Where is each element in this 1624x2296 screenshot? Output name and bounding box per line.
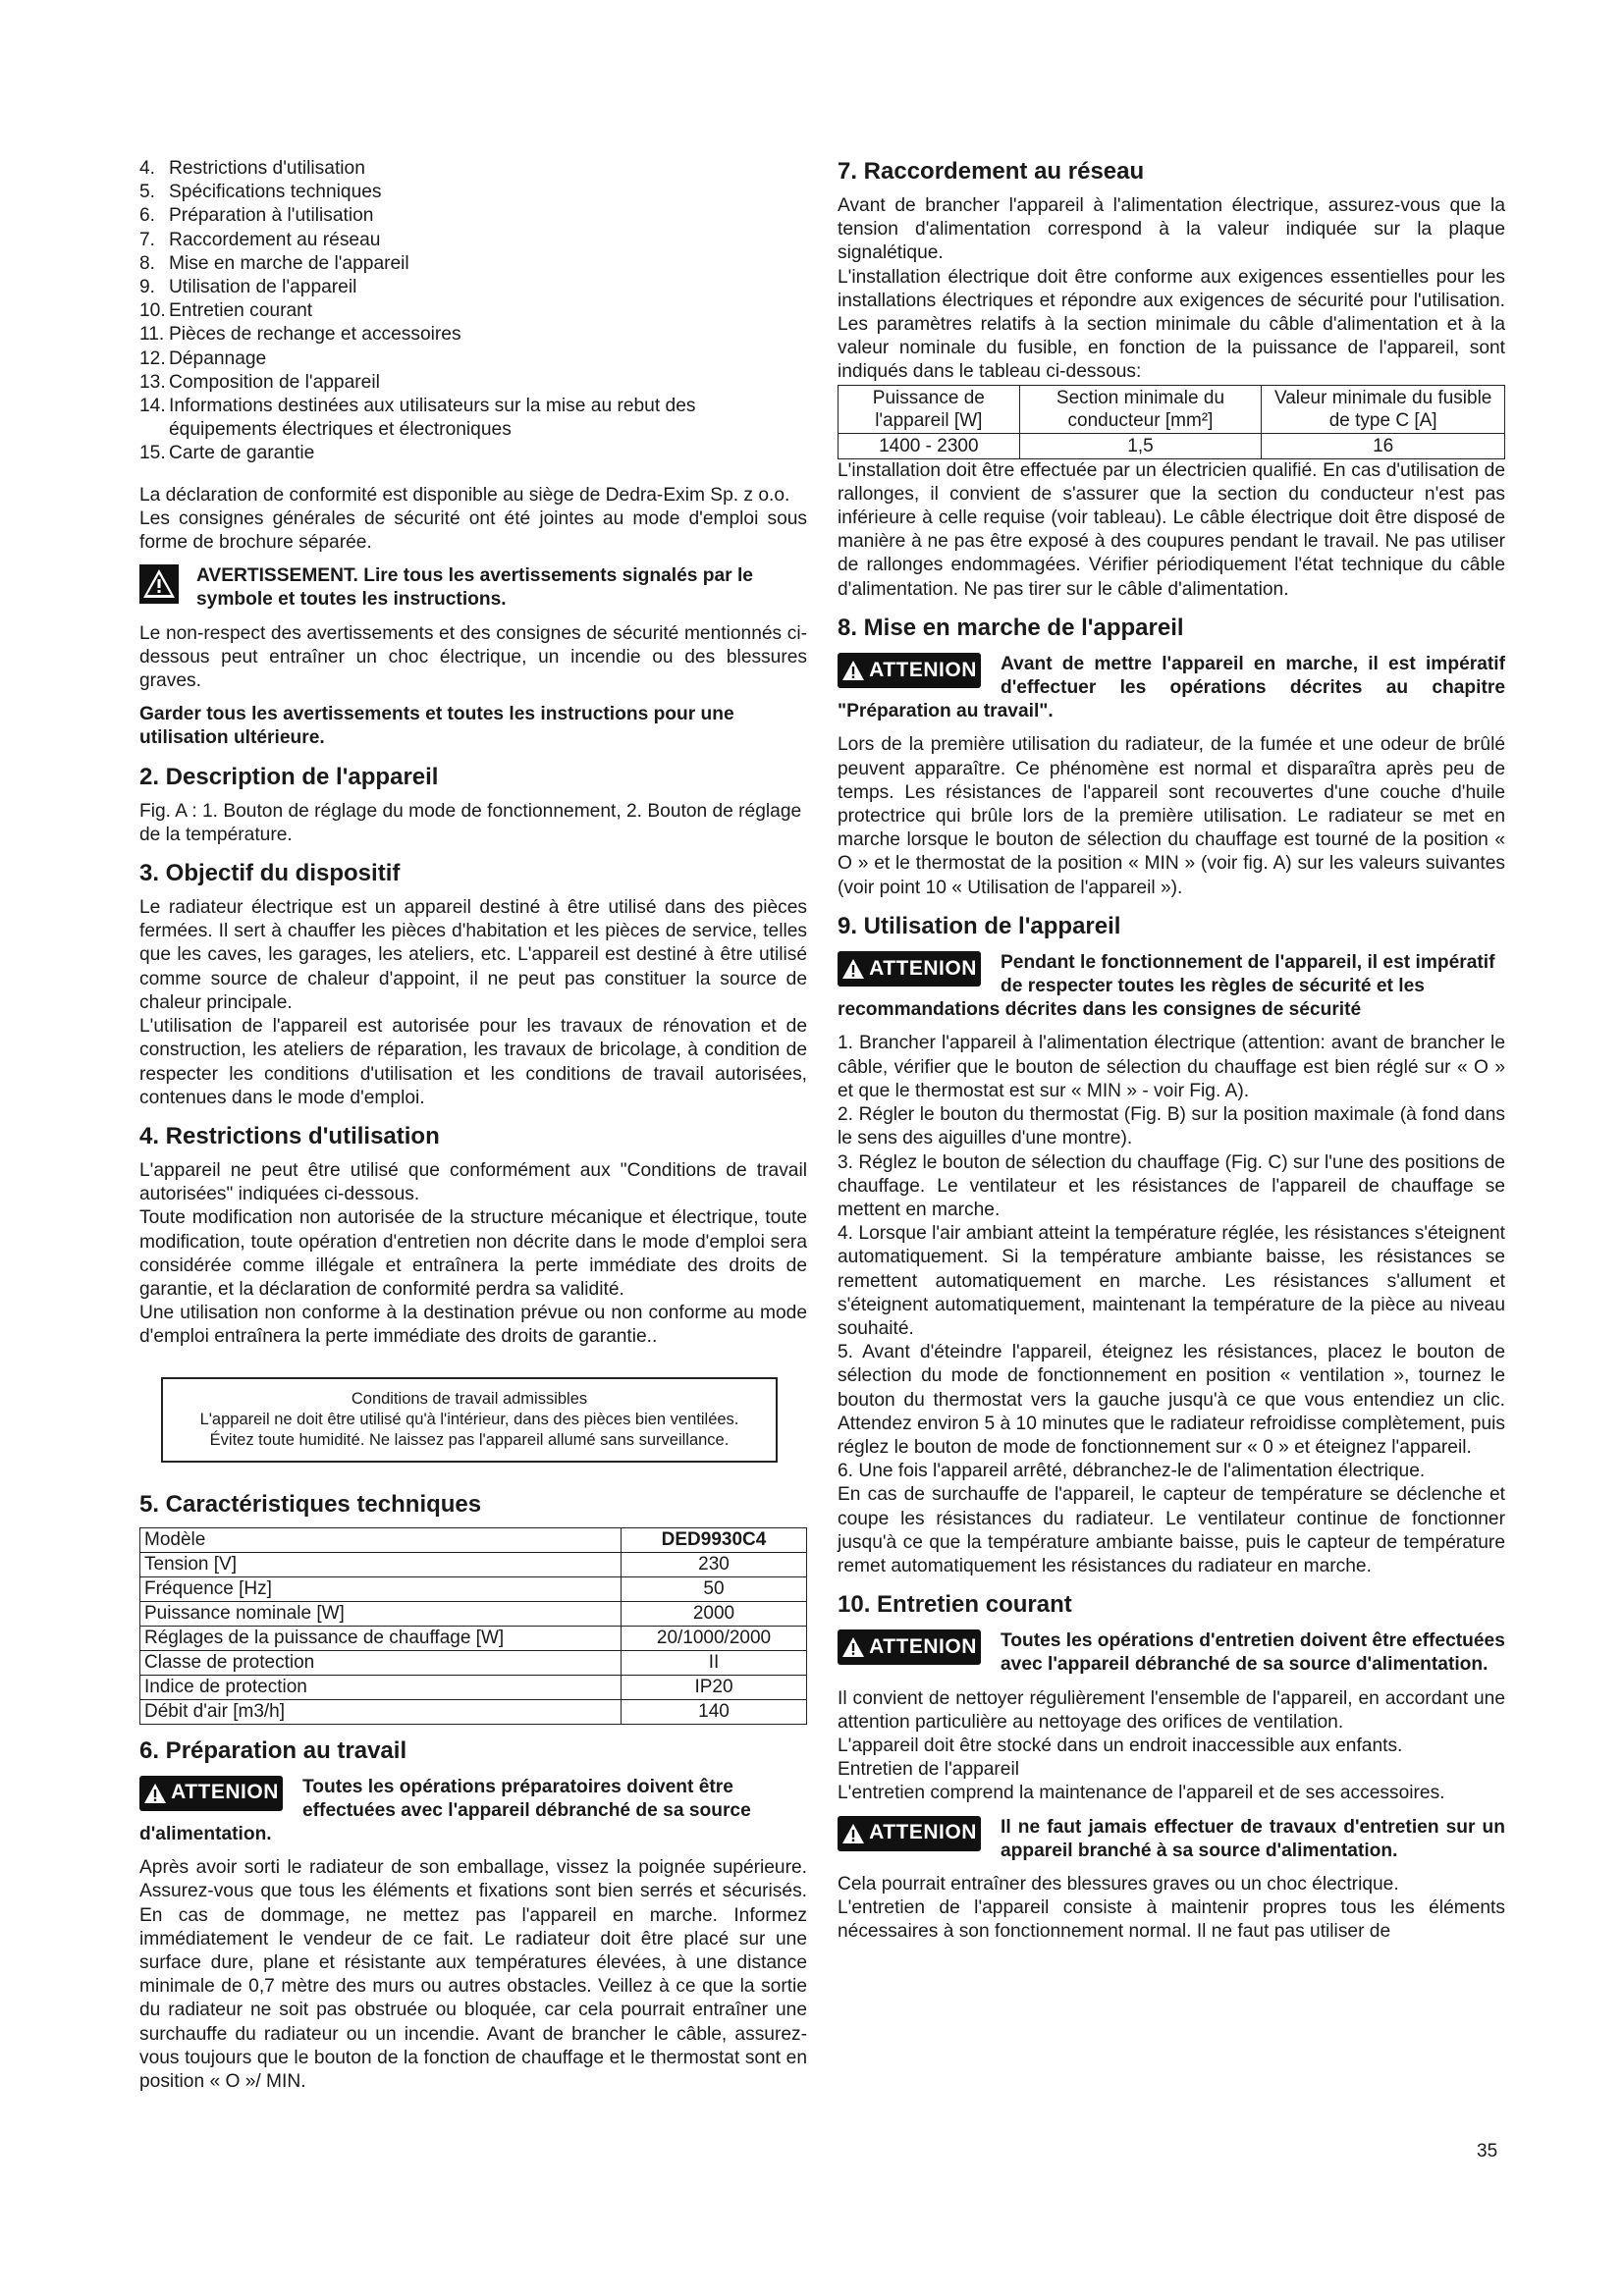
attention-badge <box>838 951 981 987</box>
spec-label: Fréquence [Hz] <box>140 1576 622 1601</box>
conditions-title: Conditions de travail admissibles <box>351 1389 588 1408</box>
spec-row <box>140 1552 807 1576</box>
spec-value: II <box>622 1650 807 1675</box>
spec-value: IP20 <box>622 1675 807 1699</box>
spec-table <box>139 1527 807 1725</box>
fuse-table <box>838 385 1505 459</box>
attention-badge <box>838 1629 981 1665</box>
toc-item <box>139 252 807 276</box>
section-9-step: 6. Une fois l'appareil arrêté, débranchez-le de l'alimentation électrique. <box>838 1461 1426 1482</box>
toc-item-label: Carte de garantie <box>169 443 315 464</box>
spec-row <box>140 1527 807 1552</box>
toc-item-label: Informations destinées aux utilisateurs sur la mise au rebut des équipements électriques et électroniques <box>169 396 696 441</box>
toc-item <box>139 299 807 323</box>
toc-item-number: 4. <box>139 158 156 179</box>
toc-item-number: 10. <box>139 300 166 322</box>
section-9-steps <box>838 1032 1505 1578</box>
section-6-text: Après avoir sorti le radiateur de son emballage, vissez la poignée supérieure. Assurez-vous que tous les éléments et fixations sont bien serrés et sécurisés. En cas de dommage, ne mettez pas l'appareil en marche. Informez immédiatement le vendeur de ce fait. Le radiateur doit être placé sur une surface dure, plane et résistante aux températures élevées, à une distance minimale de 0,7 mètre des murs ou autres obstacles. Veillez à ce que la sortie du radiateur ne soit pas obstruée ou bloquée, car cela pourrait entraîner une surchauffe du radiateur ou un incendie. Avant de brancher le câble, assurez-vous toujours que le bouton de la fonction de chauffage et le thermostat sont en position « O »/ MIN. <box>139 1857 807 2092</box>
fuse-header-fuse: Valeur minimale du fusible de type C [A] <box>1262 385 1505 433</box>
section-8-warning <box>838 653 1505 724</box>
toc-item-number: 11. <box>139 324 165 346</box>
spec-label: Réglages de la puissance de chauffage [W] <box>140 1626 622 1650</box>
toc-item-label: Composition de l'appareil <box>169 371 380 393</box>
spec-label: Puissance nominale [W] <box>140 1601 622 1626</box>
toc-item-number: 8. <box>139 252 156 274</box>
section-6-warning <box>139 1776 807 1847</box>
toc-item-label: Mise en marche de l'appareil <box>169 252 409 274</box>
section-9-step: En cas de surchauffe de l'appareil, le capteur de température se déclenche et coupe les résistances du radiateur. Le ventilateur continue de fonctionner jusqu'à ce que la température ambiante baisse, puis le capteur de température remet automatiquement les résistances du radiateur en marche. <box>838 1484 1505 1576</box>
conditions-text: L'appareil ne doit être utilisé qu'à l'intérieur, dans des pièces bien ventilées. Évitez toute humidité. Ne laissez pas l'appareil allumé sans surveillance. <box>199 1410 739 1449</box>
toc-item-number: 12. <box>139 347 166 369</box>
toc-item-label: Préparation à l'utilisation <box>169 205 374 227</box>
toc-item-label: Raccordement au réseau <box>169 229 381 250</box>
spec-row <box>140 1601 807 1626</box>
section-3-p1: Le radiateur électrique est un appareil destiné à être utilisé dans des pièces fermées. Il sert à chauffer les pièces d'habitation et les pièces de service, telles que les caves, les garages, les ateliers, etc. L'appareil est destiné à être utilisé comme source de chaleur d'appoint, il ne peut pas constituer la source de chaleur principale. <box>139 897 807 1013</box>
section-7-p2: L'installation électrique doit être conforme aux exigences essentielles pour les installations électriques et répondre aux exigences de sécurité pour l'utilisation. Les paramètres relatifs à la section minimale du câble d'alimentation et à la valeur nominale du fusible, en fonction de la puissance de l'appareil, sont indiqués dans le tableau ci-dessous: <box>838 266 1505 383</box>
warning-triangle-icon <box>841 1636 865 1658</box>
spec-value: 230 <box>622 1552 807 1576</box>
toc-item-label: Utilisation de l'appareil <box>169 277 357 298</box>
section-9-warning-text: Pendant le fonctionnement de l'appareil, il est impératif de respecter toutes les règles de sécurité et les recommandations décrites dans les consignes de sécurité <box>838 951 1495 1021</box>
fuse-header-power: Puissance de l'appareil [W] <box>839 385 1020 433</box>
toc-item <box>139 229 807 252</box>
toc-item-label: Pièces de rechange et accessoires <box>169 324 461 346</box>
table-of-contents <box>139 157 807 466</box>
attention-badge <box>838 1816 981 1851</box>
section-10-warning-2-text: Il ne faut jamais effectuer de travaux d'entretien sur un appareil branché à sa source d'alimentation. <box>1001 1816 1505 1861</box>
attention-badge <box>838 653 981 688</box>
spec-row <box>140 1699 807 1724</box>
conditions-box <box>161 1377 778 1463</box>
toc-item-number: 9. <box>139 277 156 298</box>
toc-item <box>139 204 807 228</box>
section-10-p6: L'entretien de l'appareil consiste à maintenir propres tous les éléments nécessaires à son fonctionnement normal. Il ne faut pas utiliser de <box>838 1897 1505 1943</box>
toc-item <box>139 181 807 204</box>
toc-item <box>139 347 807 371</box>
section-10-p4: L'entretien comprend la maintenance de l'appareil et de ses accessoires. <box>838 1783 1445 1804</box>
warning-triangle-icon <box>143 1783 167 1804</box>
section-2-text: Fig. A : 1. Bouton de réglage du mode de fonctionnement, 2. Bouton de réglage de la température. <box>139 800 802 845</box>
spec-label: Débit d'air [m3/h] <box>140 1699 622 1724</box>
section-10-warning-1 <box>838 1629 1505 1677</box>
section-10-title: 10. Entretien courant <box>838 1591 1072 1619</box>
section-9-step: 5. Avant d'éteindre l'appareil, éteignez les résistances, placez le bouton de sélection du mode de fonctionnement en position « ventilation », tournez le bouton du thermostat vers la gauche jusqu'à ce que vous entendiez un clic. Attendez environ 5 à 10 minutes que le radiateur refroidisse complètement, puis réglez le bouton de mode de fonctionnement sur « 0 » et éteignez l'appareil. <box>838 1342 1505 1458</box>
section-8-text: Lors de la première utilisation du radiateur, de la fumée et une odeur de brûlé peuvent apparaître. Ce phénomène est normal et disparaîtra après peu de temps. Les résistances de l'appareil sont recouvertes d'une couche d'huile protectrice qui brûle lors de la première utilisation. Le radiateur se met en marche lorsque le bouton de sélection du chauffage est tourné de la position « O » et le thermostat de la position « MIN » (voir fig. A) sur les valeurs suivantes (voir point 10 « Utilisation de l'appareil »). <box>838 734 1505 898</box>
section-10-p5: Cela pourrait entraîner des blessures graves ou un choc électrique. <box>838 1873 1399 1895</box>
spec-label: Modèle <box>140 1527 622 1552</box>
toc-item-label: Spécifications techniques <box>169 182 382 203</box>
spec-value: 140 <box>622 1699 807 1724</box>
section-4-title: 4. Restrictions d'utilisation <box>139 1122 440 1149</box>
section-9-warning <box>838 951 1505 1023</box>
warning-triangle-icon <box>139 564 179 604</box>
section-10-p2: L'appareil doit être stocké dans un endroit inaccessible aux enfants. <box>838 1735 1403 1756</box>
toc-item <box>139 157 807 181</box>
section-7-p3: L'installation doit être effectuée par un électricien qualifié. En cas d'utilisation de rallonges, il convient de s'assurer que la section du conducteur n'est pas inférieure à celle requise (voir tableau). Le câble électrique doit être disposé de manière à ne pas être exposé à des coupures pendant le travail. Ne pas utiliser de rallonges endommagées. Vérifier périodiquement l'état technique du câble d'alimentation. Ne pas tirer sur le câble d'alimentation. <box>838 459 1505 600</box>
left-column <box>139 157 807 2094</box>
attention-label: ATTENION <box>869 658 977 681</box>
toc-item-number: 7. <box>139 229 156 250</box>
toc-item-label: Restrictions d'utilisation <box>169 158 365 179</box>
attention-label: ATTENION <box>869 1635 977 1659</box>
warning-triangle-icon <box>841 958 865 980</box>
section-3-title: 3. Objectif du dispositif <box>139 860 401 887</box>
section-10-p3: Entretien de l'appareil <box>838 1759 1019 1781</box>
toc-item-number: 5. <box>139 182 156 203</box>
section-6-title: 6. Préparation au travail <box>139 1736 407 1764</box>
section-10-warning-2 <box>838 1816 1505 1863</box>
toc-item-number: 13. <box>139 371 166 393</box>
section-10-warning-1-text: Toutes les opérations d'entretien doivent être effectuées avec l'appareil débranché de sa source d'alimentation. <box>1001 1630 1505 1676</box>
section-6-warning-text: Toutes les opérations préparatoires doivent être effectuées avec l'appareil débranché de sa source d'alimentation. <box>139 1776 751 1844</box>
attention-label: ATTENION <box>171 1781 279 1804</box>
section-7-p1: Avant de brancher l'appareil à l'alimentation électrique, assurez-vous que la tension d'alimentation correspond à la valeur indiquée sur la plaque signalétique. <box>838 195 1505 264</box>
section-9-step: 1. Brancher l'appareil à l'alimentation électrique (attention: avant de brancher le câble, vérifier que le bouton de sélection du chauffage est bien réglé sur « O » et que le thermostat est sur « MIN » - voir Fig. A). <box>838 1033 1505 1101</box>
spec-label: Classe de protection <box>140 1650 622 1675</box>
toc-item <box>139 395 807 442</box>
toc-item <box>139 371 807 395</box>
attention-badge <box>139 1776 283 1811</box>
toc-item <box>139 276 807 299</box>
spec-row <box>140 1650 807 1675</box>
avertissement-text: AVERTISSEMENT. Lire tous les avertissements signalés par le symbole et toutes les instructions. <box>196 565 753 611</box>
avertissement-block <box>139 564 807 612</box>
garder-text: Garder tous les avertissements et toutes les instructions pour une utilisation ultérieure. <box>139 704 734 749</box>
spec-row <box>140 1626 807 1650</box>
section-4-p2: Toute modification non autorisée de la structure mécanique et électrique, toute modification, toute opération d'entretien non décrite dans le mode d'emploi sera considérée comme illégale et entraînera la perte immédiate des droits de garantie, et la déclaration de conformité perdra sa validité. <box>139 1207 807 1300</box>
section-4-p1: L'appareil ne peut être utilisé que conformément aux "Conditions de travail autorisées" indiquées ci-dessous. <box>139 1159 807 1205</box>
section-8-title: 8. Mise en marche de l'appareil <box>838 614 1184 641</box>
spec-label: Indice de protection <box>140 1675 622 1699</box>
toc-item <box>139 323 807 347</box>
spec-value: 50 <box>622 1576 807 1601</box>
spec-row <box>140 1576 807 1601</box>
toc-item-number: 15. <box>139 443 166 464</box>
section-10-p1: Il convient de nettoyer régulièrement l'ensemble de l'appareil, en accordant une attention particulière au nettoyage des orifices de ventilation. <box>838 1687 1505 1733</box>
nonrespect-text: Le non-respect des avertissements et des consignes de sécurité mentionnés ci-dessous peut entraîner un choc électrique, un incendie ou des blessures graves. <box>139 622 807 692</box>
fuse-header-section: Section minimale du conducteur [mm²] <box>1019 385 1262 433</box>
page-number: 35 <box>1477 2141 1498 2162</box>
section-4-p3: Une utilisation non conforme à la destination prévue ou non conforme au mode d'emploi entraînera la perte immédiate des droits de garantie.. <box>139 1303 807 1348</box>
warning-triangle-icon <box>841 1823 865 1844</box>
right-column <box>838 157 1505 1945</box>
spec-value: 20/1000/2000 <box>622 1626 807 1650</box>
fuse-cell-section: 1,5 <box>1019 433 1262 458</box>
spec-value: 2000 <box>622 1601 807 1626</box>
fuse-cell-fuse: 16 <box>1262 433 1505 458</box>
section-9-step: 2. Régler le bouton du thermostat (Fig. B) sur la position maximale (à fond dans le sens des aiguilles d'une montre). <box>838 1104 1505 1149</box>
section-9-step: 3. Réglez le bouton de sélection du chauffage (Fig. C) sur l'une des positions de chauffage. Le ventilateur et les résistances de l'appareil de chauffage se mettent en marche. <box>838 1151 1505 1220</box>
toc-item-number: 6. <box>139 205 156 227</box>
toc-item-number: 14. <box>139 396 166 417</box>
toc-item-label: Dépannage <box>169 347 267 369</box>
spec-value: DED9930C4 <box>622 1527 807 1552</box>
spec-label: Tension [V] <box>140 1552 622 1576</box>
spec-row <box>140 1675 807 1699</box>
fuse-cell-power: 1400 - 2300 <box>839 433 1020 458</box>
section-8-warning-text: Avant de mettre l'appareil en marche, il est impératif d'effectuer les opérations décrites au chapitre "Préparation au travail". <box>838 653 1505 722</box>
attention-label: ATTENION <box>869 956 977 980</box>
toc-item-label: Entretien courant <box>169 300 313 322</box>
section-9-title: 9. Utilisation de l'appareil <box>838 912 1121 939</box>
toc-item <box>139 442 807 465</box>
section-2-title: 2. Description de l'appareil <box>139 763 439 790</box>
warning-triangle-icon <box>841 660 865 681</box>
section-3-p2: L'utilisation de l'appareil est autorisée pour les travaux de rénovation et de construction, les ateliers de réparation, les travaux de bricolage, à condition de respecter les conditions d'utilisation et les conditions de travail autorisées, contenues dans le mode d'emploi. <box>139 1016 807 1108</box>
attention-label: ATTENION <box>869 1821 977 1844</box>
section-9-step: 4. Lorsque l'air ambiant atteint la température réglée, les résistances s'éteignent automatiquement. Si la température ambiante baisse, les résistances se remettent automatiquement en marche. Les résistances s'allument et s'éteignent automatiquement, maintenant la température de la pièce au niveau souhaité. <box>838 1223 1505 1339</box>
section-5-title: 5. Caractéristiques techniques <box>139 1490 482 1518</box>
declaration-text: La déclaration de conformité est disponible au siège de Dedra-Exim Sp. z o.o. <box>139 484 790 506</box>
consignes-text: Les consignes générales de sécurité ont été jointes au mode d'emploi sous forme de brochure séparée. <box>139 507 807 554</box>
section-7-title: 7. Raccordement au réseau <box>838 158 1145 185</box>
